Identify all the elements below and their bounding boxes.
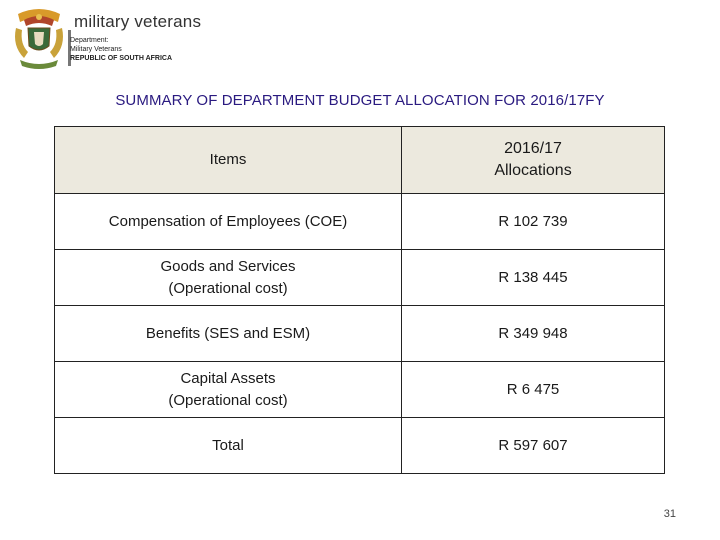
row-item-line: (Operational cost) [168, 279, 288, 297]
row-item: Benefits (SES and ESM) [55, 306, 402, 362]
table-row [55, 194, 665, 250]
page-title: SUMMARY OF DEPARTMENT BUDGET ALLOCATION FOR 2016/17FY [115, 92, 605, 109]
row-allocation: R 102 739 [402, 194, 665, 250]
table-row [55, 362, 665, 418]
header [8, 4, 208, 74]
table-row [55, 250, 665, 306]
header-allocations-label: Allocations [494, 162, 572, 179]
org-line-ministry: Military Veterans [70, 46, 122, 53]
org-line-department: Department: [70, 37, 109, 44]
table-row-total [55, 418, 665, 474]
row-allocation-total: R 597 607 [402, 418, 665, 474]
budget-table [54, 126, 665, 474]
page-number: 31 [663, 508, 676, 520]
header-items: Items [55, 127, 402, 194]
row-item [55, 362, 402, 418]
row-item [55, 250, 402, 306]
org-line-country: REPUBLIC OF SOUTH AFRICA [70, 55, 173, 62]
row-item-total: Total [55, 418, 402, 474]
header-allocations-year: 2016/17 [504, 140, 562, 157]
header-allocations [402, 127, 665, 194]
row-item: Compensation of Employees (COE) [55, 194, 402, 250]
row-allocation: R 349 948 [402, 306, 665, 362]
coat-of-arms-icon [10, 6, 68, 70]
row-item-line: Capital Assets [180, 369, 276, 387]
row-item-line: Goods and Services [160, 257, 296, 275]
table-header-row [55, 127, 665, 194]
table-row [55, 306, 665, 362]
row-allocation: R 138 445 [402, 250, 665, 306]
org-name: military veterans [74, 12, 202, 31]
row-item-line: (Operational cost) [168, 391, 288, 409]
org-subtitle [70, 36, 172, 63]
row-allocation: R 6 475 [402, 362, 665, 418]
